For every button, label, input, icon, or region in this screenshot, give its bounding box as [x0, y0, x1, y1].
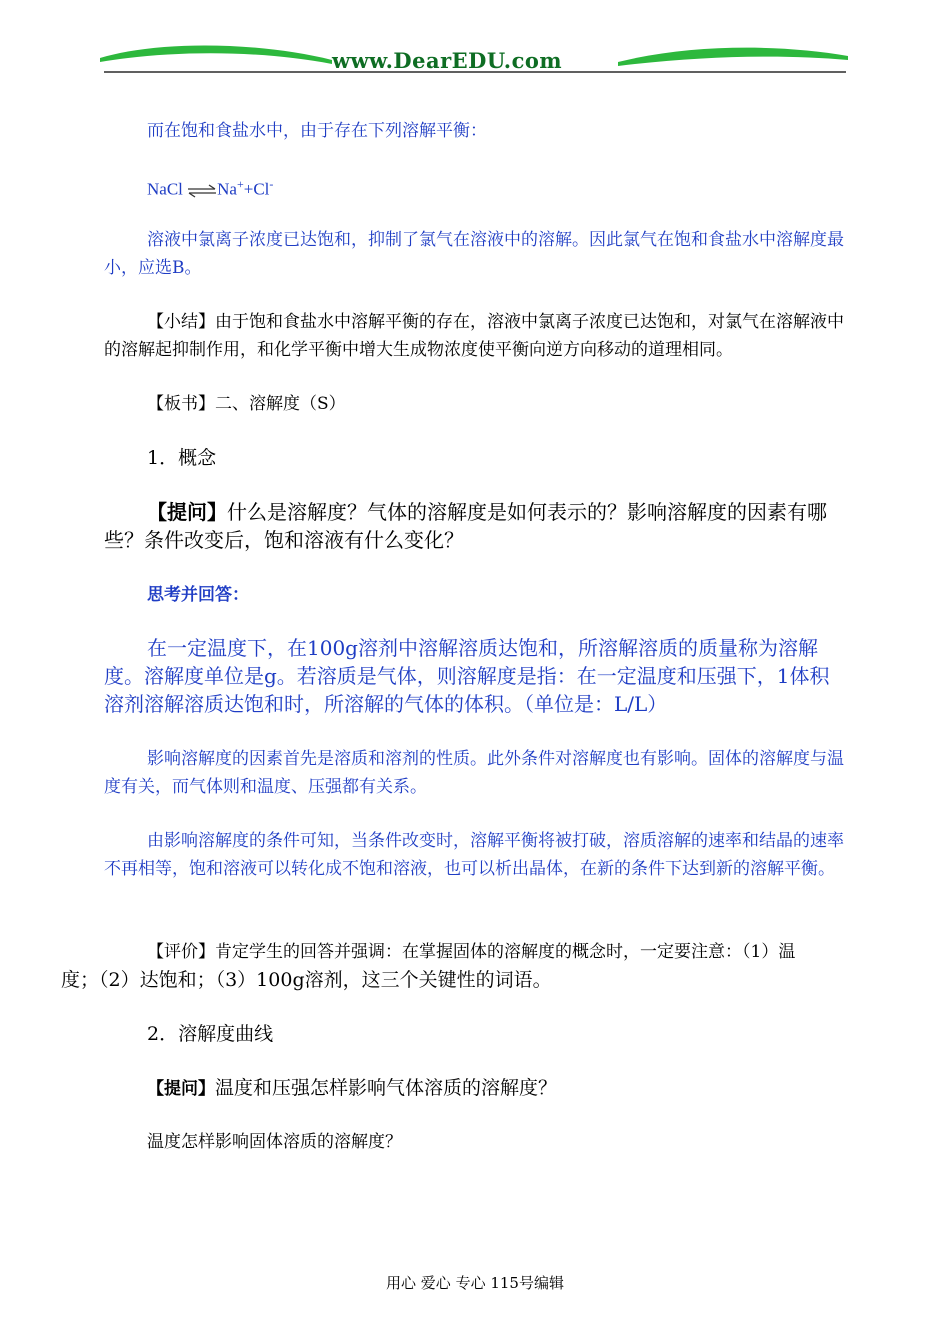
paragraph-equilibrium-change: 由影响溶解度的条件可知，当条件改变时，溶解平衡将被打破，溶质溶解的速率和结晶的速率不再相等，饱和溶液可以转化成不饱和溶液，也可以析出晶体，在新的条件下达到新的溶解平衡。 [104, 831, 844, 879]
evaluation-text-b: 度；（2）达饱和；（3）100g溶剂，这三个关键性的词语。 [61, 969, 552, 991]
question-2-tag: 【提问】 [147, 1079, 215, 1099]
paragraph-evaluation [61, 938, 848, 995]
paragraph-definition: 在一定温度下，在100g溶剂中溶解溶质达饱和，所溶解溶质的质量称为溶解度。溶解度单位是g。若溶质是气体，则溶解度是指：在一定温度和压强下，1体积溶剂溶解溶质达饱和时，所溶解的气体的体积。（单位是：L/L） [104, 636, 830, 716]
summary-text: 由于饱和食盐水中溶解平衡的存在，溶液中氯离子浓度已达饱和，对氯气在溶解液中的溶解起抑制作用，和化学平衡中增大生成物浓度使平衡向逆方向移动的道理相同。 [104, 312, 844, 360]
paragraph-question [104, 498, 848, 554]
formula-na: Na [217, 179, 237, 199]
formula-left: NaCl [147, 179, 183, 199]
page-header [0, 0, 950, 80]
formula-cl: +Cl [243, 179, 270, 199]
formula-sup-plus: + [236, 177, 244, 191]
section-concept: 1．概念 [147, 447, 217, 469]
page-footer: 用心 爱心 专心 115号编辑 [386, 1274, 564, 1292]
board-heading: 【板书】二、溶解度（S） [147, 394, 346, 414]
question-2-text: 温度和压强怎样影响气体溶质的溶解度？ [215, 1077, 558, 1099]
evaluation-text-a: 肯定学生的回答并强调：在掌握固体的溶解度的概念时，一定要注意：（1）温 [215, 942, 796, 962]
think-and-answer-label: 思考并回答： [147, 585, 249, 605]
equilibrium-arrow-icon [187, 184, 217, 198]
site-logo-text: www.DearEDU.com [332, 48, 563, 73]
equilibrium-formula [104, 170, 848, 204]
paragraph-summary [104, 308, 848, 364]
evaluation-tag: 【评价】 [147, 942, 215, 962]
question-text: 什么是溶解度？气体的溶解度是如何表示的？影响溶解度的因素有哪些？条件改变后，饱和溶液有什么变化？ [104, 500, 827, 552]
paragraph-intro: 而在饱和食盐水中，由于存在下列溶解平衡： [147, 121, 487, 141]
paragraph-factors: 影响溶解度的因素首先是溶质和溶剂的性质。此外条件对溶解度也有影响。固体的溶解度与温度有关，而气体则和温度、压强都有关系。 [104, 749, 844, 797]
section-solubility-curve: 2．溶解度曲线 [147, 1023, 274, 1045]
formula-sup-minus: - [269, 177, 274, 191]
question-tag: 【提问】 [147, 500, 227, 524]
paragraph-question-2 [104, 1074, 848, 1103]
paragraph-question-3: 温度怎样影响固体溶质的溶解度？ [147, 1132, 402, 1152]
paragraph-explanation: 溶液中氯离子浓度已达饱和，抑制了氯气在溶液中的溶解。因此氯气在饱和食盐水中溶解度最小，应选B。 [104, 230, 844, 278]
summary-tag: 【小结】 [147, 312, 215, 332]
